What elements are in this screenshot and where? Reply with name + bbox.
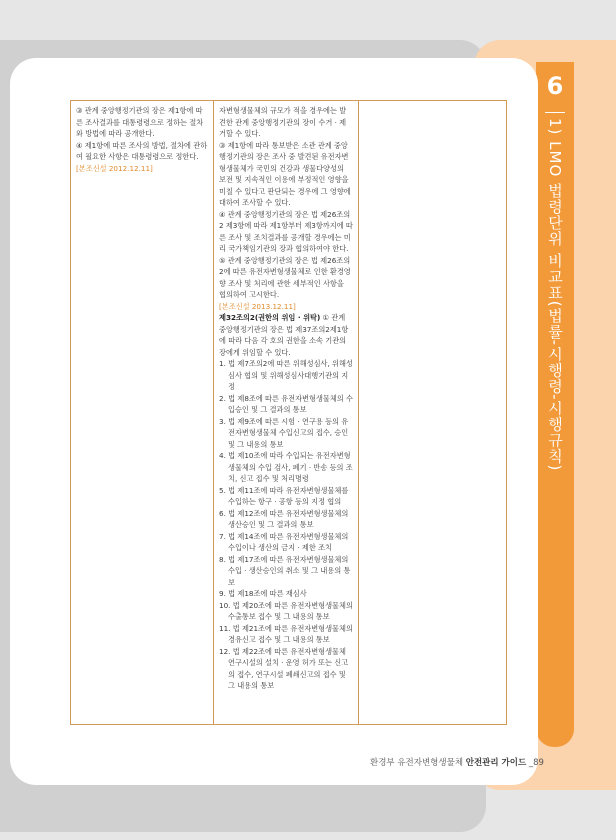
paragraph: ③ 관계 중앙행정기관의 장은 제1항에 따른 조사결과를 대통령령으로 정하는 절차와 방법에 따라 공개한다. xyxy=(76,106,204,138)
paragraph: 자변형생물체의 규모가 적을 경우에는 발견한 관계 중앙행정기관의 장이 수거 · 제거할 수 있다. xyxy=(219,106,347,138)
footer-publisher: 환경부 유전자변형생물체 xyxy=(370,758,466,768)
amendment-note: [본조신설 2013.12.11] xyxy=(219,301,296,311)
list-item: 6. 법 제12조에 따른 유전자변형생물체의 생산승인 및 그 결과의 통보 xyxy=(219,508,349,529)
chapter-divider xyxy=(545,112,565,113)
rule-column xyxy=(359,101,507,725)
chapter-title: 1) LMO 법령단위 비교표(법률-시행령-시행규칙) xyxy=(546,118,564,472)
paragraph: ③ 제1항에 따라 통보받은 소관 관계 중앙행정기관의 장은 조사 중 발견된 유전자변형생물체가 국민의 건강과 생물다양성의 보전 및 지속적인 이용에 부정적인 영향을 미칠 수 있다고 판단되는 경우에 그 영향에 대하여 조사할 수 있다. xyxy=(219,140,351,207)
law-column xyxy=(71,101,214,725)
list-item: 10. 법 제20조에 따른 유전자변형생물체의 수출통보 접수 및 그 내용의 통보 xyxy=(219,600,353,621)
page-number: _89 xyxy=(526,758,544,768)
list-item: 7. 법 제14조에 따른 유전자변형생물체의 수입이나 생산의 금지 · 제한 조치 xyxy=(219,531,349,552)
list-item: 11. 법 제21조에 따른 유전자변형생물체의 경유신고 접수 및 그 내용의 통보 xyxy=(219,623,353,644)
amendment-note: [본조신설 2012.12.11] xyxy=(76,163,153,173)
article-text: ① 관계 중앙행정기관의 장은 법 제37조의2제1항에 따라 다음 각 호의 권한을 소속 기관의 장에게 위임할 수 있다. xyxy=(219,313,349,357)
list-item: 1. 법 제7조의2에 따른 위해성심사, 위해성심사 협의 및 위해성심사대행기관의 지정 xyxy=(219,359,353,391)
paragraph: ④ 관계 중앙행정기관의 장은 법 제26조의2 제3항에 따라 제1항부터 제3항까지에 따른 조사 및 조치결과를 공개할 경우에는 미리 국가책임기관의 장과 협의하여야 한다. xyxy=(219,209,353,253)
table-row xyxy=(71,101,507,725)
list-item: 2. 법 제8조에 따른 유전자변형생물체의 수입승인 및 그 결과의 통보 xyxy=(219,393,353,414)
paragraph: ④ 제1항에 따른 조사의 방법, 절차에 관하여 필요한 사항은 대통령령으로 정한다. xyxy=(76,140,208,161)
list-item: 4. 법 제10조에 따라 수입되는 유전자변형생물체의 수입 검사, 폐기 · 반송 등의 조치, 신고 접수 및 처리명령 xyxy=(219,451,353,483)
page-footer xyxy=(370,756,544,768)
list-item: 5. 법 제11조에 따라 유전자변형생물체를 수입하는 항구 · 공항 등의 지정 협의 xyxy=(219,485,349,506)
list-item: 8. 법 제17조에 따른 유전자변형생물체의 수입 · 생산승인의 취소 및 그 내용의 통보 xyxy=(219,554,351,587)
law-comparison-table xyxy=(70,100,507,725)
article-items xyxy=(219,358,353,692)
paragraph: ⑤ 관계 중앙행정기관의 장은 법 제26조의2에 따른 유전자변형생물체로 인한 환경영향 조사 및 처리에 관한 세부적인 사항을 협의하여 고시한다. xyxy=(219,255,351,299)
chapter-number: 6 xyxy=(546,72,564,100)
footer-guide-title: 안전관리 가이드 xyxy=(465,758,527,768)
article-title: 제32조의2(권한의 위임 · 위탁) xyxy=(219,313,321,322)
decree-column xyxy=(214,101,359,725)
list-item: 12. 법 제22조에 따른 유전자변형생물체 연구시설의 설치 · 운영 허가 또는 신고의 접수, 연구시설 폐쇄신고의 접수 및 그 내용의 통보 xyxy=(219,646,349,690)
article xyxy=(219,312,353,358)
list-item: 9. 법 제18조에 따른 재심사 xyxy=(219,589,307,598)
list-item: 3. 법 제9조에 따른 시험 · 연구용 등의 유전자변형생물체 수입신고의 접수, 승인 및 그 내용의 통보 xyxy=(219,416,349,449)
